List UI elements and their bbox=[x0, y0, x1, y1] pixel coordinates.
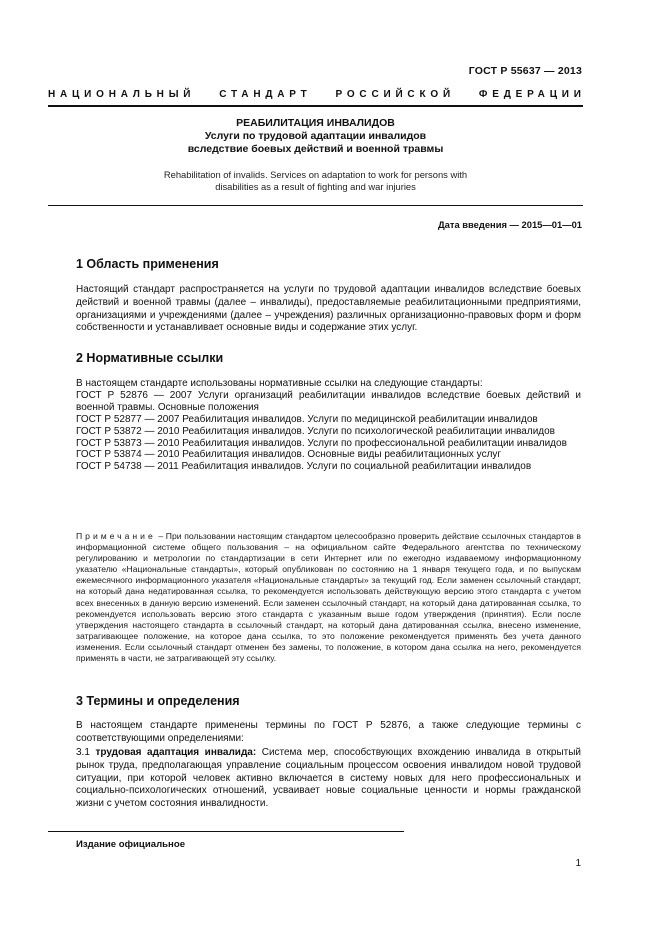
reference-item: ГОСТ Р 52876 — 2007 Услуги организаций реабилитации инвалидов вследствие боевых действий и военной травмы. Основные положения bbox=[76, 389, 581, 413]
term-number: 3.1 bbox=[76, 747, 90, 758]
section-1-heading: 1 Область применения bbox=[76, 257, 219, 271]
title-line-3: вследствие боевых действий и военной травмы bbox=[187, 143, 444, 155]
section-2-heading: 2 Нормативные ссылки bbox=[76, 351, 224, 365]
references-intro: В настоящем стандарте использованы нормативные ссылки на следующие стандарты: bbox=[76, 378, 483, 389]
page-number: 1 bbox=[575, 858, 581, 869]
english-title-line-2: disabilities as a result of fighting and war injuries bbox=[215, 180, 416, 192]
title-line-1: РЕАБИЛИТАЦИЯ ИНВАЛИДОВ bbox=[236, 117, 395, 129]
reference-item: ГОСТ Р 53874 — 2010 Реабилитация инвалидов. Основные виды реабилитационных услуг bbox=[76, 449, 502, 461]
note-text: – При пользовании настоящим стандартом целесообразно проверить действие ссылочных стандартов в информационной системе общего пользования – на официальном сайте Федерального агентства по техническому регулированию и метрологии по стандартизации в сети Интернет или по ежегодно издаваемому информационному указателю «Национальные стандарты», который опубликован по состоянию на 1 января текущего года, и по выпускам ежемесячного информационного указателя «Национальные стандарты» за текущий год. Если заменен ссылочный стандарт, на который дана недатированная ссылка, то рекомендуется использовать действующую версию этого стандарта с учетом всех внесенных в данную версию изменений. Если заменен ссылочный стандарт, на который дана датированная ссылка, то рекомендуется использовать версию этого стандарта с указанным выше годом утверждения (принятия). Если после утверждения настоящего стандарта в ссылочный стандарт, на который дана датированная ссылка, внесено изменение, затрагивающее положение, на которое дана ссылка, то это положение рекомендуется применять без учета данного изменения. Если ссылочный стандарт отменен без замены, то положение, в котором дана ссылка на него, рекомендуется применять в части, не затрагивающей эту ссылку. bbox=[76, 531, 581, 664]
document-title bbox=[48, 117, 583, 156]
note-label: Примечание bbox=[76, 531, 156, 541]
national-standard-banner bbox=[48, 89, 586, 100]
header-rule bbox=[48, 105, 583, 107]
term-name: трудовая адаптация инвалида: bbox=[95, 747, 257, 758]
normative-references bbox=[76, 378, 581, 473]
section-3-heading: 3 Термины и определения bbox=[76, 694, 240, 708]
english-title bbox=[48, 169, 583, 192]
reference-item: ГОСТ Р 53873 — 2010 Реабилитация инвалидов. Услуги по профессиональной реабилитации инвалидов bbox=[76, 437, 567, 449]
official-edition-label: Издание официальное bbox=[76, 839, 186, 850]
reference-item: ГОСТ Р 53872 — 2010 Реабилитация инвалидов. Услуги по психологической реабилитации инвалидов bbox=[76, 425, 555, 437]
standard-number: ГОСТ Р 55637 — 2013 bbox=[468, 65, 582, 77]
term-definition bbox=[76, 747, 581, 811]
title-line-2: Услуги по трудовой адаптации инвалидов bbox=[204, 130, 427, 142]
banner-word: СТАНДАРТ bbox=[219, 89, 312, 100]
banner-word: РОССИЙСКОЙ bbox=[335, 89, 455, 100]
english-title-line-1: Rehabilitation of invalids. Services on adaptation to work for persons with bbox=[163, 169, 468, 180]
footer-rule bbox=[48, 831, 404, 832]
section-1-text bbox=[76, 284, 581, 335]
title-rule bbox=[48, 205, 583, 206]
references-note bbox=[76, 531, 581, 664]
section-3-intro-text: В настоящем стандарте применены термины по ГОСТ Р 52876, а также следующие термины с соответствующими определениями: bbox=[76, 720, 581, 744]
banner-word: НАЦИОНАЛЬНЫЙ bbox=[48, 89, 196, 100]
reference-item: ГОСТ Р 52877 — 2007 Реабилитация инвалидов. Услуги по медицинской реабилитации инвалидов bbox=[76, 413, 538, 425]
introduction-date: Дата введения — 2015—01—01 bbox=[437, 219, 582, 230]
banner-word: ФЕДЕРАЦИИ bbox=[478, 89, 586, 100]
reference-item: ГОСТ Р 54738 — 2011 Реабилитация инвалидов. Услуги по социальной реабилитации инвалидов bbox=[76, 461, 532, 473]
term-definition-text: Система мер, способствующих вхождению инвалида в открытый рынок труда, предполагающая управление социальным процессом освоения инвалидом новой трудовой ситуации, при которой человек активно включается в систему новых для него профессиональных и социально-психологических отношений, усваивает новые социальные ценности и нормы гражданской жизни с учетом состояния инвалидности. bbox=[76, 747, 581, 810]
section-3-intro bbox=[76, 720, 581, 746]
section-1-body: Настоящий стандарт распространяется на услуги по трудовой адаптации инвалидов вследствие боевых действий и военной травмы (далее – инвалиды), предоставляемые реабилитационными предприятиями, организациями и учреждениями (далее – учреждения) различных организационно-правовых форм и форм собственности и устанавливает основные виды и содержание этих услуг. bbox=[76, 284, 581, 334]
